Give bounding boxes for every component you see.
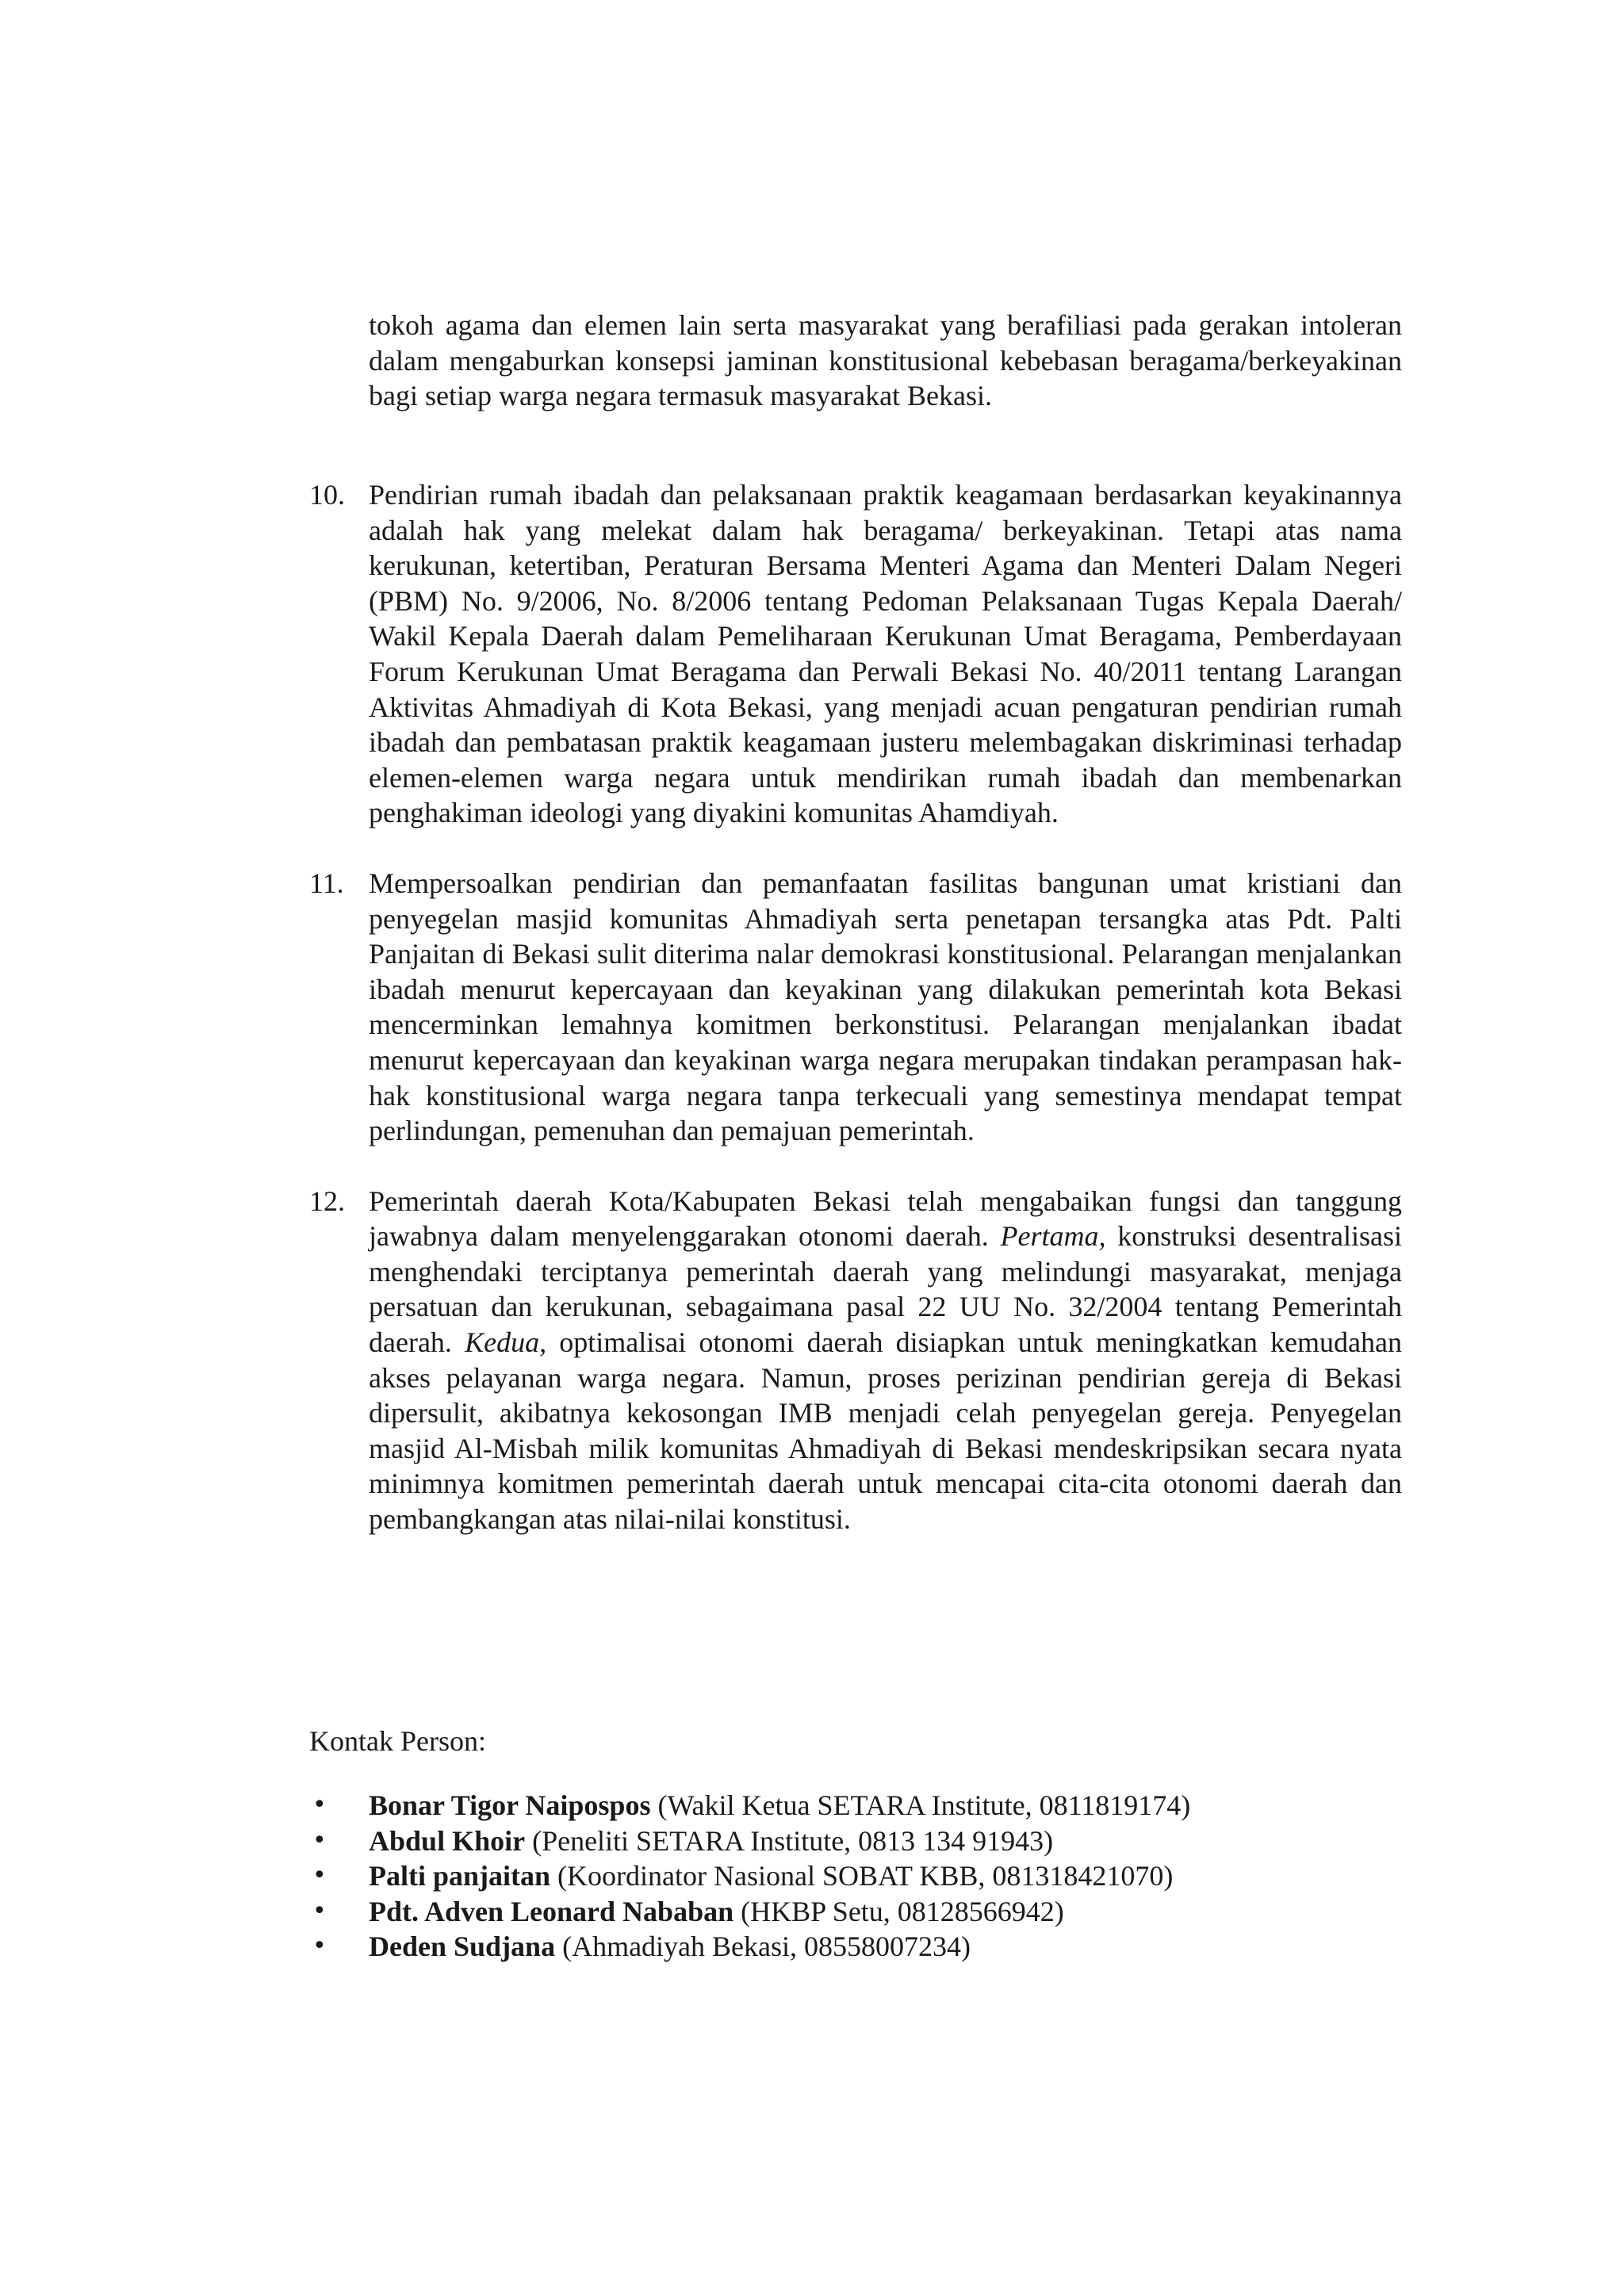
contact-name: Palti panjaitan <box>369 1860 551 1892</box>
list-item-12 <box>309 1184 1402 1537</box>
list-item-10 <box>309 477 1402 831</box>
bullet-icon: • <box>312 1791 327 1819</box>
item-number: 11. <box>309 867 344 899</box>
italic-text-segment: Pertama, <box>1000 1220 1106 1253</box>
italic-text-segment: Kedua, <box>465 1326 547 1359</box>
bullet-icon: • <box>312 1896 327 1925</box>
contact-detail: (Ahmadiyah Bekasi, 08558007234) <box>555 1931 971 1963</box>
contact-item <box>309 1858 1190 1894</box>
contact-name: Pdt. Adven Leonard Nababan <box>369 1895 734 1927</box>
item-number: 12. <box>309 1184 345 1217</box>
contact-detail: (Wakil Ketua SETARA Institute, 0811819174) <box>650 1789 1191 1821</box>
item-text <box>369 477 1402 831</box>
contact-list <box>309 1788 1190 1965</box>
contact-item <box>309 1894 1190 1930</box>
text-segment: konstruksi desentralisasi menghendaki terciptanya pemerintah daerah yang melindungi masyarakat, menjaga persatuan dan kerukunan, sebagaimana pasal 22 UU No. 32/2004 tentang Pemerintah daerah. <box>369 1220 1402 1359</box>
text-segment: optimalisai otonomi daerah disiapkan untuk meningkatkan kemudahan akses pelayanan warga negara. Namun, proses perizinan pendirian gereja di Bekasi dipersulit, akibatnya kekosongan IMB menjadi celah penyegelan gereja. Penyegelan masjid Al-Misbah milik komunitas Ahmadiyah di Bekasi mendeskripsikan secara nyata minimnya komitmen pemerintah daerah untuk mencapai cita-cita otonomi daerah dan pembangkangan atas nilai-nilai konstitusi. <box>369 1326 1402 1536</box>
item-text <box>369 866 1402 1149</box>
contact-name: Deden Sudjana <box>369 1931 556 1963</box>
bullet-icon: • <box>312 1862 327 1890</box>
text-segment: Pemerintah daerah Kota/Kabupaten Bekasi telah mengabaikan fungsi dan tanggung jawabnya dalam menyelenggarakan otonomi daerah. <box>369 1184 1402 1253</box>
list-item-11 <box>309 866 1402 1149</box>
contact-detail: (Koordinator Nasional SOBAT KBB, 081318421070) <box>550 1860 1174 1892</box>
numbered-list <box>309 477 1402 1572</box>
contact-detail: (Peneliti SETARA Institute, 0813 134 91943) <box>525 1824 1054 1857</box>
contact-name: Abdul Khoir <box>369 1824 526 1857</box>
text-segment: Pendirian rumah ibadah dan pelaksanaan praktik keagamaan berdasarkan keyakinannya adalah hak yang melekat dalam hak beragama/ berkeyakinan. Tetapi atas nama kerukunan, ketertiban, Peraturan Bersama Menteri Agama dan Menteri Dalam Negeri (PBM) No. 9/2006, No. 8/2006 tentang Pedoman Pelaksanaan Tugas Kepala Daerah/ Wakil Kepala Daerah dalam Pemeliharaan Kerukunan Umat Beragama, Pemberdayaan Forum Kerukunan Umat Beragama dan Perwali Bekasi No. 40/2011 tentang Larangan Aktivitas Ahmadiyah di Kota Bekasi, yang menjadi acuan pengaturan pendirian rumah ibadah dan pembatasan praktik keagamaan justeru melembagakan diskriminasi terhadap elemen-elemen warga negara untuk mendirikan rumah ibadah dan membenarkan penghakiman ideologi yang diyakini komunitas Ahamdiyah. <box>369 479 1402 829</box>
bullet-icon: • <box>312 1932 327 1961</box>
bullet-icon: • <box>312 1826 327 1854</box>
item-number: 10. <box>309 479 345 511</box>
paragraph-text: tokoh agama dan elemen lain serta masyarakat yang berafiliasi pada gerakan intoleran dalam mengaburkan konsepsi jaminan konstitusional kebebasan beragama/berkeyakinan bagi setiap warga negara termasuk masyarakat Bekasi. <box>369 309 1402 412</box>
item-text <box>369 1184 1402 1537</box>
continuation-paragraph <box>369 308 1402 414</box>
contact-item <box>309 1929 1190 1965</box>
contact-item <box>309 1823 1190 1859</box>
contact-item <box>309 1788 1190 1823</box>
text-segment: Mempersoalkan pendirian dan pemanfaatan fasilitas bangunan umat kristiani dan penyegelan masjid komunitas Ahmadiyah serta penetapan tersangka atas Pdt. Palti Panjaitan di Bekasi sulit diterima nalar demokrasi konstitusional. Pelarangan menjalankan ibadah menurut kepercayaan dan keyakinan yang dilakukan pemerintah kota Bekasi mencerminkan lemahnya komitmen berkonstitusi. Pelarangan menjalankan ibadat menurut kepercayaan dan keyakinan warga negara merupakan tindakan perampasan hak-hak konstitusional warga negara tanpa terkecuali yang semestinya mendapat tempat perlindungan, pemenuhan dan pemajuan pemerintah. <box>369 867 1402 1147</box>
contact-name: Bonar Tigor Naipospos <box>369 1789 651 1821</box>
contact-detail: (HKBP Setu, 08128566942) <box>733 1895 1064 1927</box>
contact-heading: Kontak Person: <box>309 1725 486 1757</box>
